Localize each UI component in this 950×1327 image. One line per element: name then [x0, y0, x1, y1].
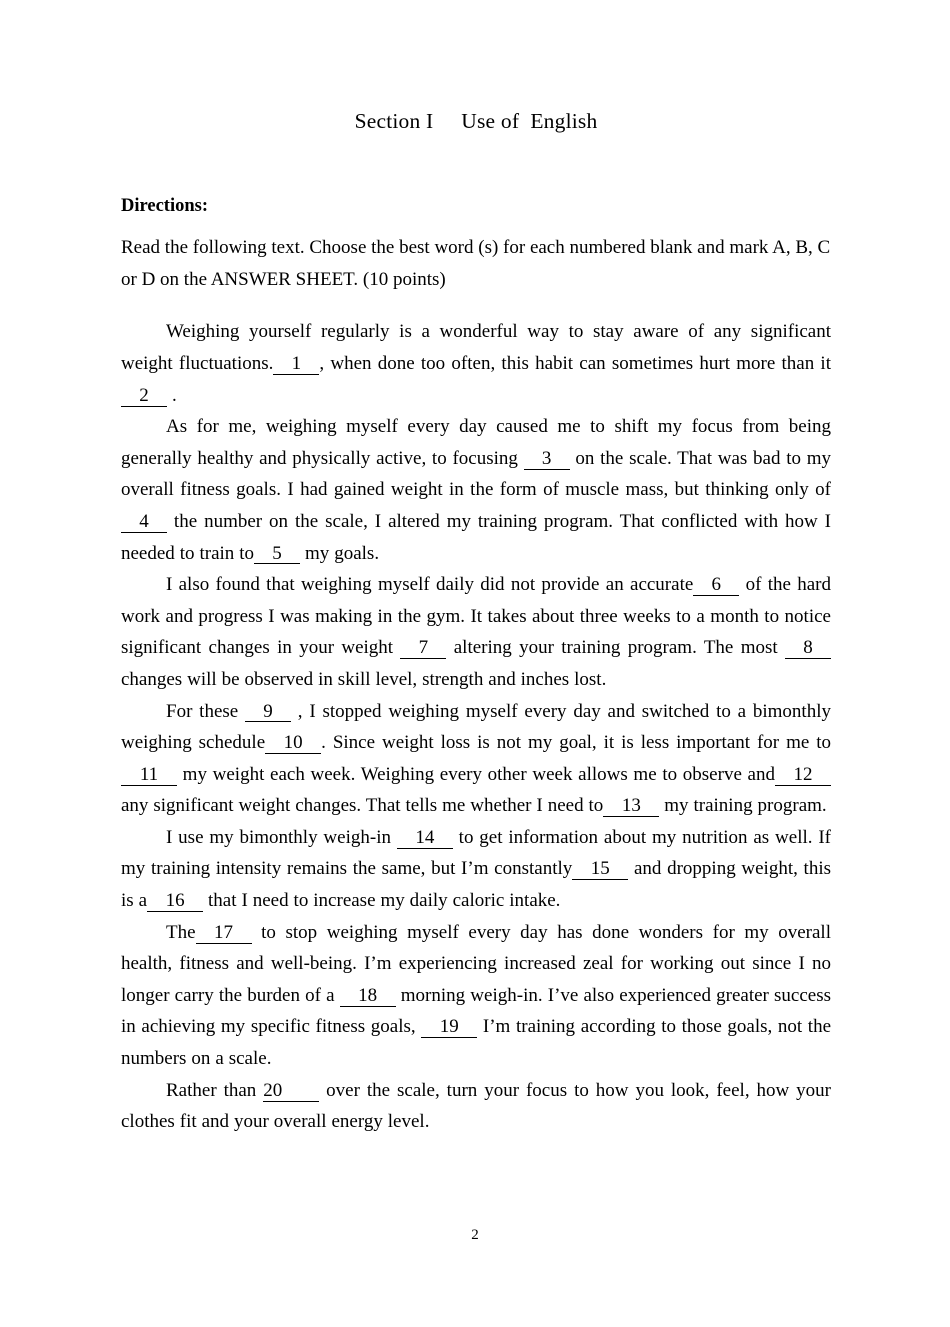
answer-blank-5[interactable]: 5: [254, 544, 300, 565]
answer-blank-1[interactable]: 1: [273, 354, 319, 375]
answer-blank-18[interactable]: 18: [340, 986, 396, 1007]
page-number: 2: [471, 1227, 479, 1243]
answer-blank-19[interactable]: 19: [421, 1017, 477, 1038]
page-title: Section I Use of English: [354, 109, 598, 133]
answer-blank-3[interactable]: 3: [524, 449, 570, 470]
answer-blank-11[interactable]: 11: [121, 765, 177, 786]
answer-blank-8[interactable]: 8: [785, 638, 831, 659]
passage-paragraph-p4: For these 9 , I stopped weighing myself every day and switched to a bimonthly weighing schedule 10 . Since weight loss is not my goal, it is less important for me to11 my weight each week. Weighing every other week allows me to observe and 12 any significant weight changes. That tells me whether I need to 13 my training program.: [121, 700, 832, 817]
answer-blank-7[interactable]: 7: [400, 638, 446, 659]
answer-blank-10[interactable]: 10: [265, 733, 321, 754]
answer-blank-14[interactable]: 14: [397, 828, 453, 849]
answer-blank-6[interactable]: 6: [693, 575, 739, 596]
answer-blank-16[interactable]: 16: [147, 891, 203, 912]
answer-blank-12[interactable]: 12: [775, 765, 831, 786]
passage-paragraph-p1: Weighing yourself regularly is a wonderful way to stay aware of any significant weight fluctuations. 1 , when done too often, this habit can sometimes hurt more than it 2 .: [121, 321, 831, 406]
answer-blank-15[interactable]: 15: [572, 859, 628, 880]
passage-paragraph-p3: I also found that weighing myself daily did not provide an accurate 6 of the hard work and progress I was making in the gym. It takes about three weeks to a month to notice significant changes in your weight 7 altering your training program. The most 8 changes will be observed in skill level, strength and inches lost.: [121, 574, 832, 690]
passage-paragraph-p2: As for me, weighing myself every day caused me to shift my focus from being generally healthy and physically active, to focusing 3 on the scale. That was bad to my overall fitness goals. I had gained weight in the form of muscle mass, but thinking only of4 the number on the scale, I altered my training program. That conflicted with how I needed to train to 5 my goals.: [121, 416, 831, 564]
passage-paragraph-p6: The 17 to stop weighing myself every day has done wonders for my overall health, fitness and well-being. I’m experiencing increased zeal for working out since I no longer carry the burden of a 18 morning weigh-in. I’ve also experienced greater success in achieving my specific fitness goals, 19 I’m training according to those goals, not the numbers on a scale.: [121, 921, 831, 1070]
directions-heading: Directions:: [121, 195, 208, 216]
answer-blank-4[interactable]: 4: [121, 512, 167, 533]
directions-text: Read the following text. Choose the best word (s) for each numbered blank and mark A, B, C or D on the ANSWER SHEET. (10 points): [121, 237, 831, 290]
page-content: [121, 0, 831, 1138]
answer-blank-20[interactable]: 20: [263, 1081, 319, 1102]
passage-paragraph-p7: Rather than 20 over the scale, turn your focus to how you look, feel, how your clothes fit and your overall energy level.: [121, 1079, 831, 1133]
answer-blank-9[interactable]: 9: [245, 702, 291, 723]
answer-blank-13[interactable]: 13: [603, 796, 659, 817]
passage-body: [121, 295, 831, 1137]
answer-blank-17[interactable]: 17: [196, 923, 252, 944]
answer-blank-2[interactable]: 2: [121, 386, 167, 407]
passage-paragraph-p5: I use my bimonthly weigh-in 14 to get information about my nutrition as well. If my training intensity remains the same, but I’m constantly 15 and dropping weight, this is a 16 that I need to increase my daily caloric intake.: [121, 826, 832, 912]
